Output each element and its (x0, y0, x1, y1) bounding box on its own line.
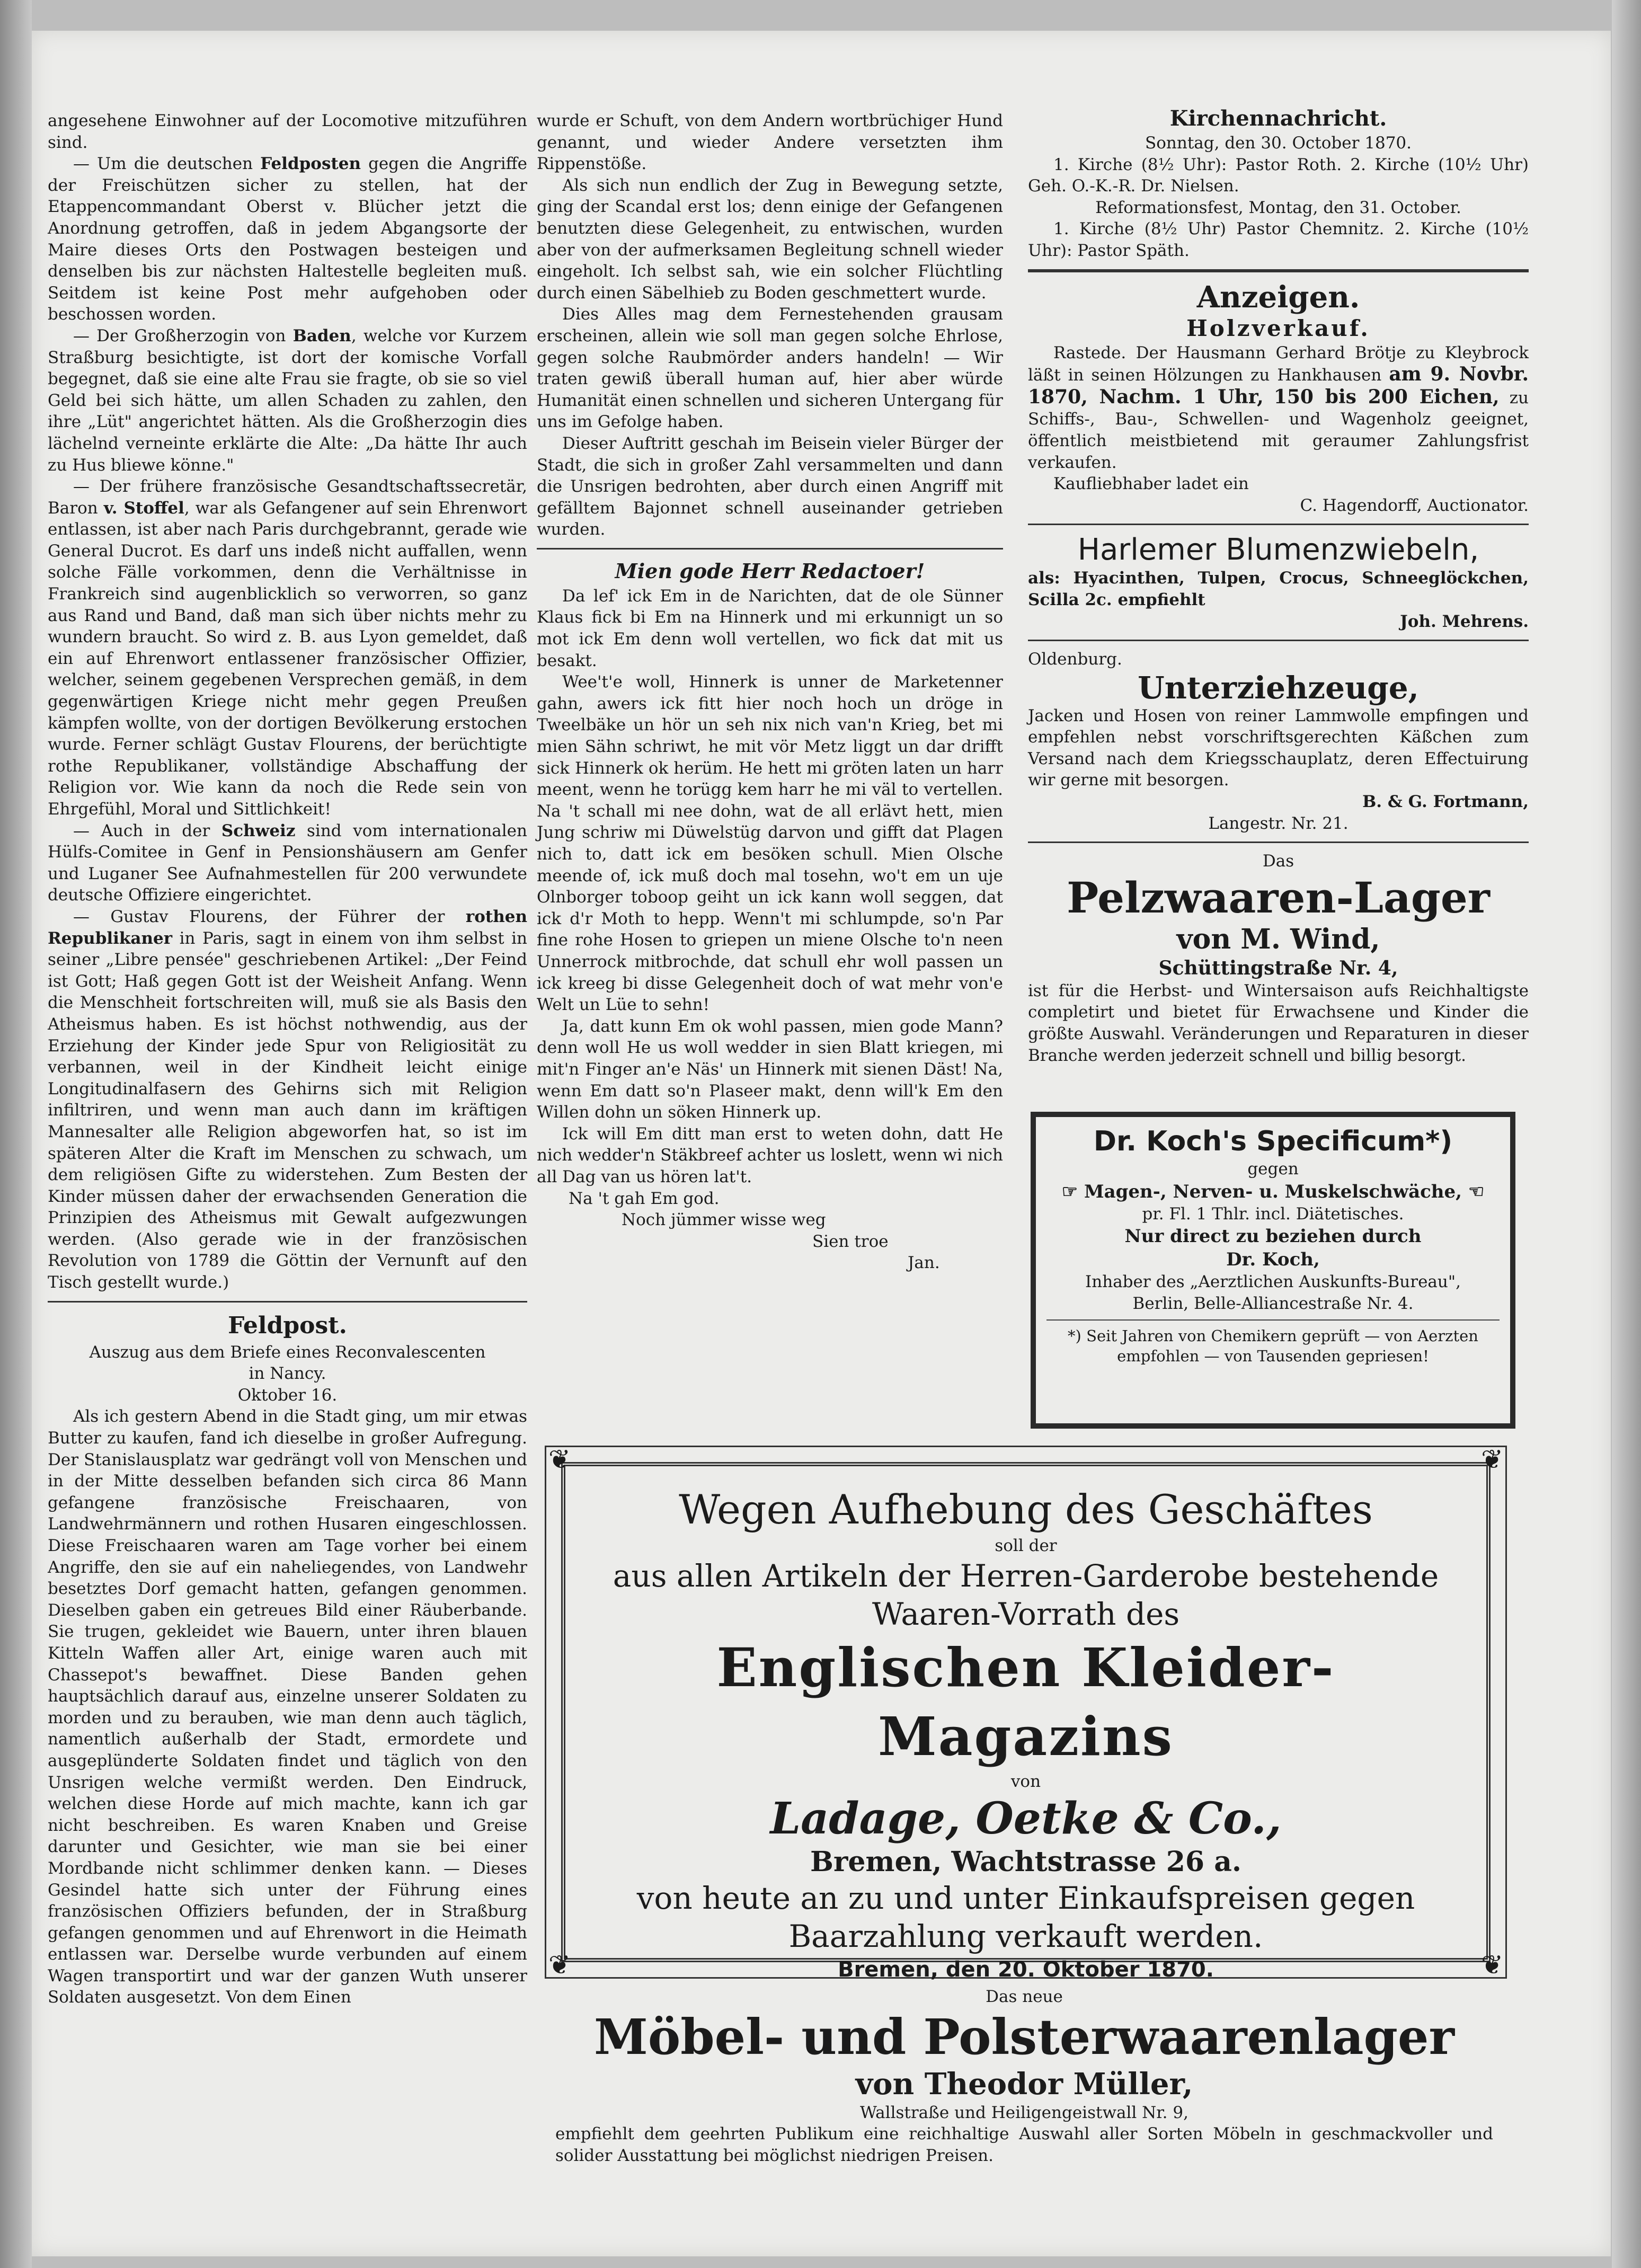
koch-ailments: ☞ Magen-, Nerven- u. Muskelschwäche, ☜ (1061, 1181, 1485, 1202)
koch-name: Dr. Koch, (1226, 1249, 1320, 1271)
pelz-text: ist für die Herbst- und Wintersaison aufs Reichhaltigste completirt und bietet für Erwachsene und Kinder die größte Auswahl. Veränderungen und Reparaturen in dieser Branche werden jederzeit schnell und billig besorgt. (1028, 981, 1529, 1065)
ornament-icon: ❦ (548, 1950, 571, 1980)
feldpost-date: Oktober 16. (237, 1385, 338, 1405)
divider (1028, 269, 1529, 272)
ad-line-1: Wegen Aufhebung des Geschäftes (679, 1486, 1373, 1533)
ad-address: Bremen, Wachtstrasse 26 a. (810, 1846, 1241, 1879)
harlem-title: Harlemer Blumenzwiebeln, (1077, 533, 1479, 568)
divider (1046, 1319, 1500, 1321)
article-text: wurde er Schuft, von dem Andern wortbrüchiger Hund genannt, und wieder Andere versetzten ihm Rippenstöße. (537, 111, 1003, 174)
ad-line-3: aus allen Artikeln der Herren-Garderobe bestehende (613, 1557, 1439, 1594)
moebel-title: Möbel- und Polsterwaarenlager (594, 2008, 1454, 2066)
koch-price: pr. Fl. 1 Thlr. incl. Diätetisches. (1142, 1204, 1404, 1224)
clearance-ad-frame (545, 1444, 1507, 1982)
koch-gegen: gegen (1247, 1159, 1299, 1179)
divider (1028, 841, 1529, 843)
divider (1028, 640, 1529, 641)
unter-title: Unterziehzeuge, (1138, 669, 1419, 706)
letter-text: Ja, datt kunn Em ok wohl passen, mien gode Mann? denn woll He us woll wedder in sien Blatt kriegen, mi mit'n Finger an'e Näs' un Hinnerk mit sienen Däst! Na, wenn Em datt so'n Plaseer makt, denn will'k Em den Willen dohn un söken Hinnerk up. (537, 1016, 1003, 1122)
pelz-title: Pelzwaaren-Lager (1067, 872, 1490, 923)
unter-address: Langestr. Nr. 21. (1208, 813, 1349, 833)
moebel-ad (545, 1986, 1504, 2166)
holz-text: Rastede. Der Hausmann Gerhard Brötje zu Kleybrock läßt in seinen Hölzungen zu Hankhausen am 9. Novbr. 1870, Nachm. 1 Uhr, 150 bis 200 Eichen, zu Schiffs-, Bau-, Schwellen- und Wagenholz geeignet, öffentlich meistbietend mit geraumer Zahlungsfrist verkaufen. (1028, 343, 1529, 472)
unter-text: Jacken und Hosen von reiner Lammwolle empfingen und empfehlen nebst vorschriftsgerechten Käßchen zum Versand nach dem Kriegsschauplatz, deren Effectuirung wir gerne mit besorgen. (1028, 706, 1529, 790)
holz-signature: C. Hagendorff, Auctionator. (1300, 495, 1529, 515)
page-edge (1612, 0, 1641, 2268)
ornament-icon: ❦ (1481, 1950, 1503, 1980)
ad-line-2: soll der (995, 1536, 1057, 1555)
unter-city: Oldenburg. (1028, 650, 1122, 669)
moebel-das: Das neue (986, 1987, 1063, 2006)
letter-closing: Sien troe (812, 1232, 889, 1251)
article-text: Dies Alles mag dem Fernestehenden grausam erscheinen, allein wie soll man gegen solche Ehrlose, gegen solche Raubmörder anders handeln! — Wir traten gewiß überall human auf, hier aber würde Humanität einen schnellen und sicheren Untergang für uns im Gefolge haben. (537, 305, 1003, 432)
church-date: Sonntag, den 30. October 1870. (1145, 134, 1412, 153)
divider (48, 1301, 527, 1303)
pelz-address: Schüttingstraße Nr. 4, (1158, 956, 1398, 979)
church-text: 1. Kirche (8½ Uhr): Pastor Roth. 2. Kirche (10½ Uhr) Geh. O.-K.-R. Dr. Nielsen. (1028, 155, 1529, 196)
column-2 (537, 110, 1003, 1274)
article-text: angesehene Einwohner auf der Locomotive mitzuführen sind. (48, 111, 527, 152)
pointing-hand-icon: ☞ (1061, 1181, 1084, 1202)
moebel-from: von Theodor Müller, (855, 2066, 1193, 2102)
feldpost-body: Als ich gestern Abend in die Stadt ging, um mir etwas Butter zu kaufen, fand ich dieselbe in großer Aufregung. Der Stanislausplatz war gedrängt voll von Menschen und in der Mitte desselben befanden sich circa 86 Mann gefangene französische Freischaaren, von Landwehrmännern und rothen Husaren eingeschlossen. Diese Freischaaren waren am Tage vorher bei einem Angriffe, den sie auf ein naheliegendes, von Landwehr besetztes Dorf gemacht hatten, gefangen genommen. Dieselben gaben ein getreues Bild einer Räuberbande. Sie trugen, gekleidet wie Bauern, unter ihren blauen Kitteln Waffen aller Art, einige waren auch mit Chassepot's bewaffnet. Diese Banden gehen hauptsächlich darauf aus, einzelne unserer Soldaten zu morden und zu berauben, wie man denn auch täglich, namentlich außerhalb der Stadt, ermordete und ausgeplünderte Soldaten findet und täglich von den Unsrigen welche vermißt werden. Den Eindruck, welchen diese Horde auf mich machte, kann ich gar nicht beschreiben. Es waren Knaben und Greise darunter und Gesichter, wie man sie bei einer Mordbande nicht schlimmer denken kann. — Dieses Gesindel hatte sich unter der Führung eines französischen Offiziers befunden, der in Straßburg gefangen genommen und auf Ehrenwort in die Heimath entlassen war. Derselbe wurde verbunden auf einem Wagen transportirt und war der ganzen Wuth unserer Soldaten ausgesetzt. Von dem Einen (48, 1407, 527, 2007)
koch-order: Nur direct zu beziehen durch (1124, 1226, 1422, 1247)
feldpost-subtitle: Auszug aus dem Briefe eines Reconvalescenten (89, 1342, 486, 1362)
koch-footnote: *) Seit Jahren von Chemikern geprüft — von Aerzten empfohlen — von Tausenden gepriesen! (1068, 1327, 1478, 1366)
newspaper-page (32, 31, 1611, 2256)
book-spine (0, 0, 32, 2268)
letter-text: Wee't'e woll, Hinnerk is unner de Marketenner gahn, awers ick fitt hier noch hoch un dröge in Tweelbäke un hör un seh nix nich van'n Krieg, bet mi mien Sähn schriwt, he mit vör Metz liggt un dar drifft sick Hinnerk ok herüm. He hett mi gröten laten un harr meent, wenn he torügg kem harr he mi väl to vertellen. Na 't schall mi nee dohn, wat de all erlävt hett, mien Jung schriw mi Düwelstüg darvon und gifft dat Plagen nich to, datt ick em besöken schull. Mien Olsche meende of, ick muß doch mal tosehn, wo't em un uje Olnborger toboop geiht un ick kann woll seggen, dat ick d'r Moth to hepp. Wenn't mi schlumpde, so'n Par fine rohe Hosen to griepen un miene Olsche to'n neen Unnerrock mitbrochde, dat schull ehr woll passen un ick kreeg bi disse Gelegenheit doch of wat mehr von'e Welt un Lüe to sehn! (537, 672, 1003, 1015)
divider (1028, 524, 1529, 525)
pelz-das: Das (1262, 852, 1294, 871)
ad-line-10: Baarzahlung verkauft werden. (788, 1918, 1263, 1955)
article-feldposten: — Um die deutschen Feldposten gegen die Angriffe der Freischützen sicher zu stellen, hat der Etappencommandant Oberst v. Blücher jetzt die Anordnung getroffen, daß in jedem Abgangsorte der Maire dieses Orts den Postwagen besteigen und denselben bis zur nächsten Haltestelle begleiten muß. Seitdem ist keine Post mehr aufgehoben oder beschossen worden. (48, 154, 528, 324)
koch-bureau: Inhaber des „Aerztlichen Auskunfts-Bureau", (1085, 1272, 1461, 1292)
koch-address: Berlin, Belle-Alliancestraße Nr. 4. (1132, 1294, 1414, 1313)
holz-text: Kaufliebhaber ladet ein (1053, 474, 1249, 494)
harlem-text: als: Hyacinthen, Tulpen, Crocus, Schneeglöckchen, Scilla 2c. empfiehlt (1028, 569, 1529, 609)
article-stoffel: — Der frühere französische Gesandtschaftssecretär, Baron v. Stoffel, war als Gefangener auf sein Ehrenwort entlassen, ist aber nach Paris durchgebrannt, gerade wie General Ducrot. Es darf uns indeß nicht auffallen, wenn solche Fälle vorkommen, denn die Verhältnisse in Frankreich sind augenblicklich so verworren, so ganz aus Rand und Band, daß man sich über nichts mehr zu wundern braucht. So wird z. B. aus Lyon gemeldet, daß ein auf Ehrenwort entlassener französischer Offizier, welcher, seinem gegebenen Versprechen gemäß, in dem gegenwärtigen Kriege nicht mehr gegen Preußen kämpfen wollte, von der dortigen Bevölkerung erstochen wurde. Ferner schlägt Gustav Flourens, der berüchtigte rothe Republikaner, vollständige Abschaffung der Religion vor. Wie kann da noch die Rede sein von Ehrgefühl, Moral und Sittlichkeit! (48, 477, 527, 819)
column-1 (48, 110, 527, 2008)
letter-title: Mien gode Herr Redactoer! (615, 559, 925, 583)
unter-signature: B. & G. Fortmann, (1362, 792, 1529, 812)
column-3 (1028, 105, 1529, 1066)
holz-title: Holzverkauf. (1186, 315, 1370, 341)
ad-date: Bremen, den 20. Oktober 1870. (838, 1957, 1214, 1982)
church-date: Reformationsfest, Montag, den 31. October. (1095, 198, 1461, 217)
letter-text: Da lef' ick Em in de Narichten, dat de ole Sünner Klaus fick bi Em na Hinnerk und mi erkunnigt un so mot ick Em denn woll vertellen, wo fick dat mit us besakt. (537, 586, 1003, 670)
harlem-signature: Joh. Mehrens. (1400, 612, 1529, 631)
letter-greeting: Na 't gah Em god. (569, 1189, 720, 1208)
church-text: 1. Kirche (8½ Uhr) Pastor Chemnitz. 2. Kirche (10½ Uhr): Pastor Späth. (1028, 219, 1529, 260)
pelz-from: von M. Wind, (1176, 923, 1380, 955)
ads-title: Anzeigen. (1196, 279, 1360, 315)
ornament-icon: ❦ (548, 1444, 571, 1475)
ad-line-4: Waaren-Vorrath des (872, 1596, 1180, 1632)
feldpost-location: in Nancy. (249, 1364, 326, 1384)
article-flourens: — Gustav Flourens, der Führer der rothen Republikaner in Paris, sagt in einem von ihm selbst in seiner „Libre pensée" geschriebenen Artikel: „Der Feind ist Gott; Haß gegen Gott ist der Weisheit Anfang. Wenn die Menschheit fortschreiten will, muß sie als Basis den Atheismus haben. Es ist höchst nothwendig, aus der Erziehung der Kinder jede Spur von Religiosität zu verbannen, weil in der Kindheit leicht einige Longitudinalfasern des Gehirns sich mit Religion infiltriren, und wenn man auch dann im kräftigen Mannesalter alle Religion abgeworfen hat, so ist im späteren Alter die Kraft im Menschen zu schwach, um dem religiösen Gifte zu widerstehen. Zum Besten der Kinder müssen daher der erwachsenden Generation die Prinzipien des Atheismus mit Gewalt aufgezwungen werden. (Also gerade wie in der französischen Revolution von 1789 die Göttin der Vernunft auf den Tisch gestellt wurde.) (48, 907, 527, 1292)
moebel-text: empfiehlt dem geehrten Publikum eine reichhaltige Auswahl aller Sorten Möbeln in geschmackvoller und solider Ausstattung bei möglichst niedrigen Preisen. (555, 2124, 1493, 2165)
feldpost-title: Feldpost. (228, 1312, 347, 1339)
ad-line-9: von heute an zu und unter Einkaufspreisen gegen (636, 1880, 1415, 1917)
letter-text: Ick will Em ditt man erst to weten dohn, datt He nich wedder'n Stäkbreef achter us loslett, wenn wi nich all Dag van us hören lat't. (537, 1124, 1003, 1186)
moebel-address: Wallstraße und Heiligengeistwall Nr. 9, (860, 2103, 1188, 2122)
article-text: Als sich nun endlich der Zug in Bewegung setzte, ging der Scandal erst los; denn einige der Gefangenen benutzten diese Gelegenheit, zu entwischen, wurden aber von der aufmerksamen Begleitung schnell wieder eingeholt. Ich selbst sah, wie ein solcher Flüchtling durch einen Säbelhieb zu Boden geschmettert wurde. (537, 175, 1003, 303)
divider (537, 548, 1003, 550)
koch-title: Dr. Koch's Specificum*) (1093, 1126, 1453, 1157)
pointing-hand-icon: ☜ (1462, 1181, 1485, 1202)
ad-line-6: von (1010, 1771, 1041, 1791)
ad-line-5: Englischen Kleider-Magazins (716, 1636, 1335, 1768)
article-schweiz: — Auch in der Schweiz sind vom internationalen Hülfs-Comitee in Genf in Pensionshäusern am Genfer und Luganer See Aufnahmestellen für 200 verwundete deutsche Offiziere eingerichtet. (48, 821, 527, 905)
church-title: Kirchennachricht. (1169, 106, 1387, 131)
letter-closing: Noch jümmer wisse weg (622, 1210, 826, 1230)
article-baden: — Der Großherzogin von Baden, welche vor Kurzem Straßburg besichtigte, ist dort der komische Vorfall begegnet, daß sie eine alte Frau sie fragte, ob sie so viel Geld bei sich hätte, um allen Schaden zu zahlen, den ihre „Lüt" angerichtet hätten. Als die Großherzogin dies lächelnd verneinte erklärte die Alte: „Da hätte Ihr auch zu Hus bliewe könne." (48, 326, 527, 475)
koch-ad-box (1031, 1112, 1515, 1429)
letter-signature: Jan. (908, 1253, 940, 1273)
ornament-icon: ❦ (1481, 1444, 1503, 1475)
ad-company: Ladage, Oetke & Co., (770, 1793, 1282, 1845)
article-text: Dieser Auftritt geschah im Beisein vieler Bürger der Stadt, die sich in großer Zahl versammelten und dann die Unsrigen bedrohten, aber durch einen Angriff mit gefälltem Bajonnet schnell auseinander getrieben wurden. (537, 433, 1003, 539)
